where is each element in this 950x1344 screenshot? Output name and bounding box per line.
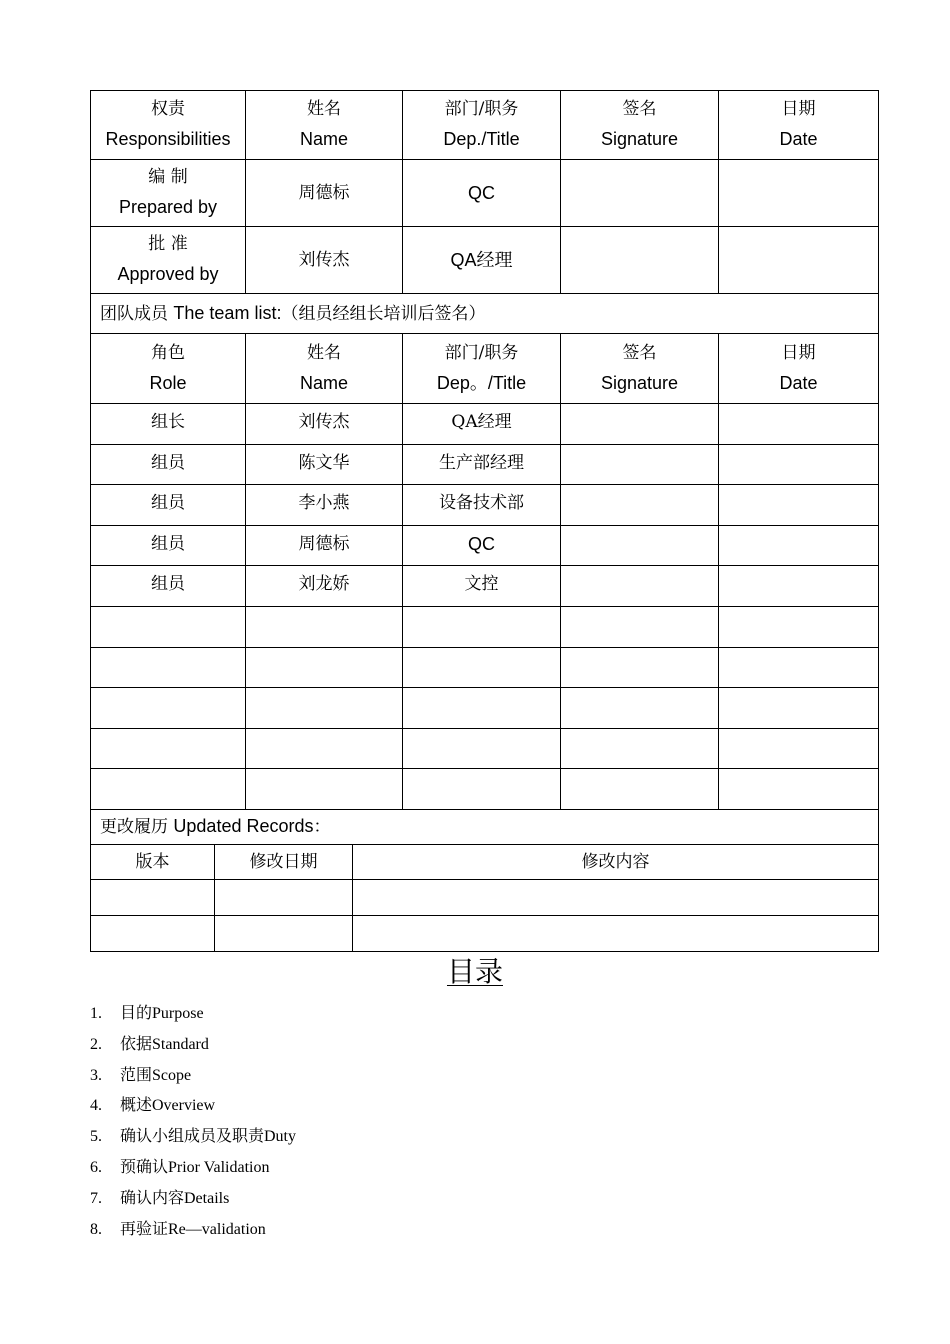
header-signature: 签名 Signature <box>561 334 719 404</box>
toc-item[interactable]: 7. 确认内容Details <box>90 1189 230 1207</box>
header-dep-title: 部门/职务 Dep。/Title <box>403 334 561 404</box>
toc-item[interactable]: 2. 依据Standard <box>90 1035 209 1053</box>
signoff-header-row <box>91 91 879 160</box>
date-cell[interactable] <box>719 525 879 566</box>
signature-cell[interactable] <box>561 566 719 607</box>
team-caption: 团队成员 The team list:（组员经组长培训后签名） <box>91 294 879 334</box>
signature-cell[interactable] <box>561 769 719 810</box>
name-cell[interactable] <box>246 606 403 647</box>
name-cell[interactable] <box>246 769 403 810</box>
date-cell[interactable] <box>719 566 879 607</box>
role-cell: 组员 <box>91 485 246 526</box>
role-cell: 组员 <box>91 525 246 566</box>
header-modify-content: 修改内容 <box>353 844 879 879</box>
title-cell: 设备技术部 <box>403 485 561 526</box>
header-version: 版本 <box>91 844 215 879</box>
date-cell[interactable] <box>719 688 879 729</box>
signoff-row-approved <box>91 227 879 294</box>
team-row-empty <box>91 606 879 647</box>
team-row <box>91 485 879 526</box>
role-cell: 批 准 Approved by <box>91 227 246 294</box>
name-cell: 刘传杰 <box>246 227 403 294</box>
name-cell[interactable] <box>246 647 403 688</box>
toc-title: 目录 <box>446 955 503 988</box>
date-cell[interactable] <box>719 404 879 445</box>
date-cell[interactable] <box>719 444 879 485</box>
signature-cell[interactable] <box>561 606 719 647</box>
header-dep-title: 部门/职务 Dep./Title <box>403 91 561 160</box>
role-cell[interactable] <box>91 606 246 647</box>
title-cell: QC <box>403 525 561 566</box>
role-cell: 组员 <box>91 566 246 607</box>
modify-date-cell[interactable] <box>215 879 353 915</box>
version-cell[interactable] <box>91 915 215 951</box>
date-cell[interactable] <box>719 160 879 227</box>
header-date: 日期 Date <box>719 334 879 404</box>
role-cell[interactable] <box>91 647 246 688</box>
signature-cell[interactable] <box>561 688 719 729</box>
title-cell[interactable] <box>403 606 561 647</box>
name-cell: 李小燕 <box>246 485 403 526</box>
name-cell: 刘龙娇 <box>246 566 403 607</box>
title-cell[interactable] <box>403 647 561 688</box>
name-cell[interactable] <box>246 688 403 729</box>
title-cell: 生产部经理 <box>403 444 561 485</box>
name-cell[interactable] <box>246 728 403 769</box>
signature-cell[interactable] <box>561 404 719 445</box>
title-cell[interactable] <box>403 769 561 810</box>
signature-cell[interactable] <box>561 160 719 227</box>
team-row-empty <box>91 769 879 810</box>
toc-item[interactable]: 8. 再验证Re—validation <box>90 1220 266 1238</box>
name-cell: 周德标 <box>246 525 403 566</box>
updates-row <box>91 879 879 915</box>
header-name: 姓名 Name <box>246 334 403 404</box>
role-cell[interactable] <box>91 728 246 769</box>
team-row <box>91 404 879 445</box>
date-cell[interactable] <box>719 227 879 294</box>
toc-item[interactable]: 1. 目的Purpose <box>90 1005 204 1022</box>
role-cell[interactable] <box>91 769 246 810</box>
signature-cell[interactable] <box>561 647 719 688</box>
date-cell[interactable] <box>719 485 879 526</box>
modify-content-cell[interactable] <box>353 915 879 951</box>
title-cell: QA经理 <box>403 227 561 294</box>
toc-item[interactable]: 6. 预确认Prior Validation <box>90 1158 270 1176</box>
date-cell[interactable] <box>719 769 879 810</box>
team-row <box>91 566 879 607</box>
modify-content-cell[interactable] <box>353 879 879 915</box>
date-cell[interactable] <box>719 647 879 688</box>
team-row <box>91 444 879 485</box>
updates-caption-row <box>91 809 879 844</box>
toc-item[interactable]: 5. 确认小组成员及职责Duty <box>90 1128 297 1146</box>
document-table <box>90 90 879 952</box>
title-cell[interactable] <box>403 688 561 729</box>
header-role: 角色 Role <box>91 334 246 404</box>
team-row-empty <box>91 728 879 769</box>
title-cell: QC <box>403 160 561 227</box>
header-name: 姓名 Name <box>246 91 403 160</box>
role-cell: 编 制 Prepared by <box>91 160 246 227</box>
updates-caption: 更改履历 Updated Records： <box>91 809 879 844</box>
signature-cell[interactable] <box>561 444 719 485</box>
name-cell: 刘传杰 <box>246 404 403 445</box>
team-row-empty <box>91 688 879 729</box>
header-modify-date: 修改日期 <box>215 844 353 879</box>
team-header-row <box>91 334 879 404</box>
role-cell: 组长 <box>91 404 246 445</box>
role-cell: 组员 <box>91 444 246 485</box>
signature-cell[interactable] <box>561 525 719 566</box>
title-cell: QA经理 <box>403 404 561 445</box>
role-cell[interactable] <box>91 688 246 729</box>
toc-item[interactable]: 3. 范围Scope <box>90 1066 192 1084</box>
toc-item[interactable]: 4. 概述Overview <box>90 1097 216 1115</box>
signoff-row-prepared <box>91 160 879 227</box>
name-cell: 陈文华 <box>246 444 403 485</box>
date-cell[interactable] <box>719 606 879 647</box>
header-date: 日期 Date <box>719 91 879 160</box>
name-cell: 周德标 <box>246 160 403 227</box>
signature-cell[interactable] <box>561 227 719 294</box>
team-caption-row <box>91 294 879 334</box>
team-row <box>91 525 879 566</box>
modify-date-cell[interactable] <box>215 915 353 951</box>
version-cell[interactable] <box>91 879 215 915</box>
updates-header-row <box>91 844 879 879</box>
title-cell: 文控 <box>403 566 561 607</box>
header-responsibilities: 权责 Responsibilities <box>91 91 246 160</box>
title-cell[interactable] <box>403 728 561 769</box>
team-row-empty <box>91 647 879 688</box>
date-cell[interactable] <box>719 728 879 769</box>
table-of-contents <box>90 1000 296 1246</box>
header-signature: 签名 Signature <box>561 91 719 160</box>
updates-row <box>91 915 879 951</box>
signature-cell[interactable] <box>561 728 719 769</box>
signature-cell[interactable] <box>561 485 719 526</box>
